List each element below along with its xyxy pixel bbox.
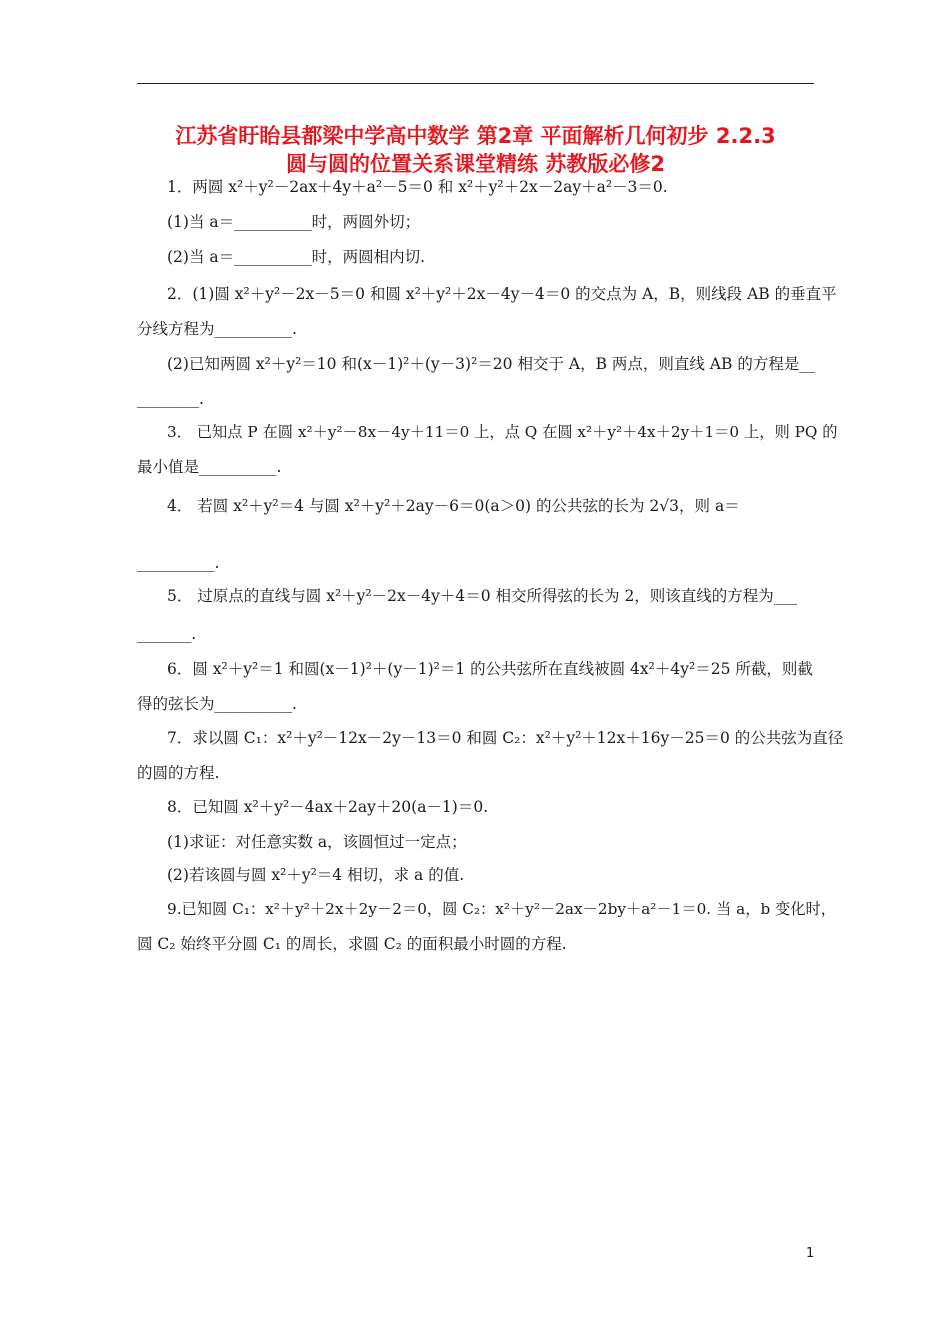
problem-3-line-2: 最小值是__________. bbox=[137, 458, 282, 476]
problem-4-line-2: __________. bbox=[137, 554, 220, 572]
problem-6-line-1: 6．圆 x²＋y²＝1 和圆(x－1)²＋(y－1)²＝1 的公共弦所在直线被圆 4x²＋4y²＝25 所截，则截 bbox=[167, 660, 813, 678]
problem-2b-line-2: ________. bbox=[137, 390, 204, 408]
problem-1-part-1: (1)当 a＝__________时，两圆外切； bbox=[167, 213, 421, 231]
problem-8-part-1: (1)求证：对任意实数 a，该圆恒过一定点； bbox=[167, 833, 467, 851]
problem-1-part-2: (2)当 a＝__________时，两圆相内切. bbox=[167, 248, 426, 266]
problem-9-line-2: 圆 C₂ 始终平分圆 C₁ 的周长，求圆 C₂ 的面积最小时圆的方程. bbox=[137, 935, 567, 953]
document-title bbox=[137, 122, 814, 178]
problem-5-line-2: _______. bbox=[137, 625, 197, 643]
problem-7-line-1: 7．求以圆 C₁：x²＋y²－12x－2y－13＝0 和圆 C₂：x²＋y²＋12x＋16y－25＝0 的公共弦为直径 bbox=[167, 729, 844, 747]
problem-2b-line-1: (2)已知两圆 x²＋y²＝10 和(x－1)²＋(y－3)²＝20 相交于 A，B 两点，则直线 AB 的方程是__ bbox=[167, 355, 815, 373]
page-number: 1 bbox=[806, 1246, 815, 1261]
problem-2-line-2: 分线方程为__________. bbox=[137, 320, 297, 338]
problem-5-line-1: 5． 过原点的直线与圆 x²＋y²－2x－4y＋4＝0 相交所得弦的长为 2，则该直线的方程为___ bbox=[167, 587, 798, 605]
title-line-1: 江苏省盱眙县都梁中学高中数学 第2章 平面解析几何初步 2.2.3 bbox=[175, 124, 776, 148]
problem-7-line-2: 的圆的方程. bbox=[137, 764, 220, 782]
problem-9-line-1: 9.已知圆 C₁：x²＋y²＋2x＋2y－2＝0，圆 C₂：x²＋y²－2ax－2by＋a²－1＝0. 当 a，b 变化时， bbox=[167, 900, 837, 918]
title-line-2: 圆与圆的位置关系课堂精练 苏教版必修2 bbox=[286, 152, 665, 176]
problem-6-line-2: 得的弦长为__________. bbox=[137, 695, 297, 713]
problem-1-stem: 1．两圆 x²＋y²－2ax＋4y＋a²－5＝0 和 x²＋y²＋2x－2ay＋a²－3＝0. bbox=[167, 178, 668, 196]
problem-8-part-2: (2)若该圆与圆 x²＋y²＝4 相切，求 a 的值. bbox=[167, 866, 465, 884]
problem-8-stem: 8．已知圆 x²＋y²－4ax＋2ay＋20(a－1)＝0. bbox=[167, 798, 489, 816]
problem-2-line-1: 2．(1)圆 x²＋y²－2x－5＝0 和圆 x²＋y²＋2x－4y－4＝0 的交点为 A，B，则线段 AB 的垂直平 bbox=[167, 285, 837, 303]
header-rule bbox=[137, 83, 814, 84]
problem-3-line-1: 3． 已知点 P 在圆 x²＋y²－8x－4y＋11＝0 上，点 Q 在圆 x²＋y²＋4x＋2y＋1＝0 上，则 PQ 的 bbox=[167, 423, 838, 441]
problem-4-line-1: 4． 若圆 x²＋y²＝4 与圆 x²＋y²＋2ay－6＝0(a＞0) 的公共弦的长为 2√3，则 a＝ bbox=[167, 497, 740, 515]
